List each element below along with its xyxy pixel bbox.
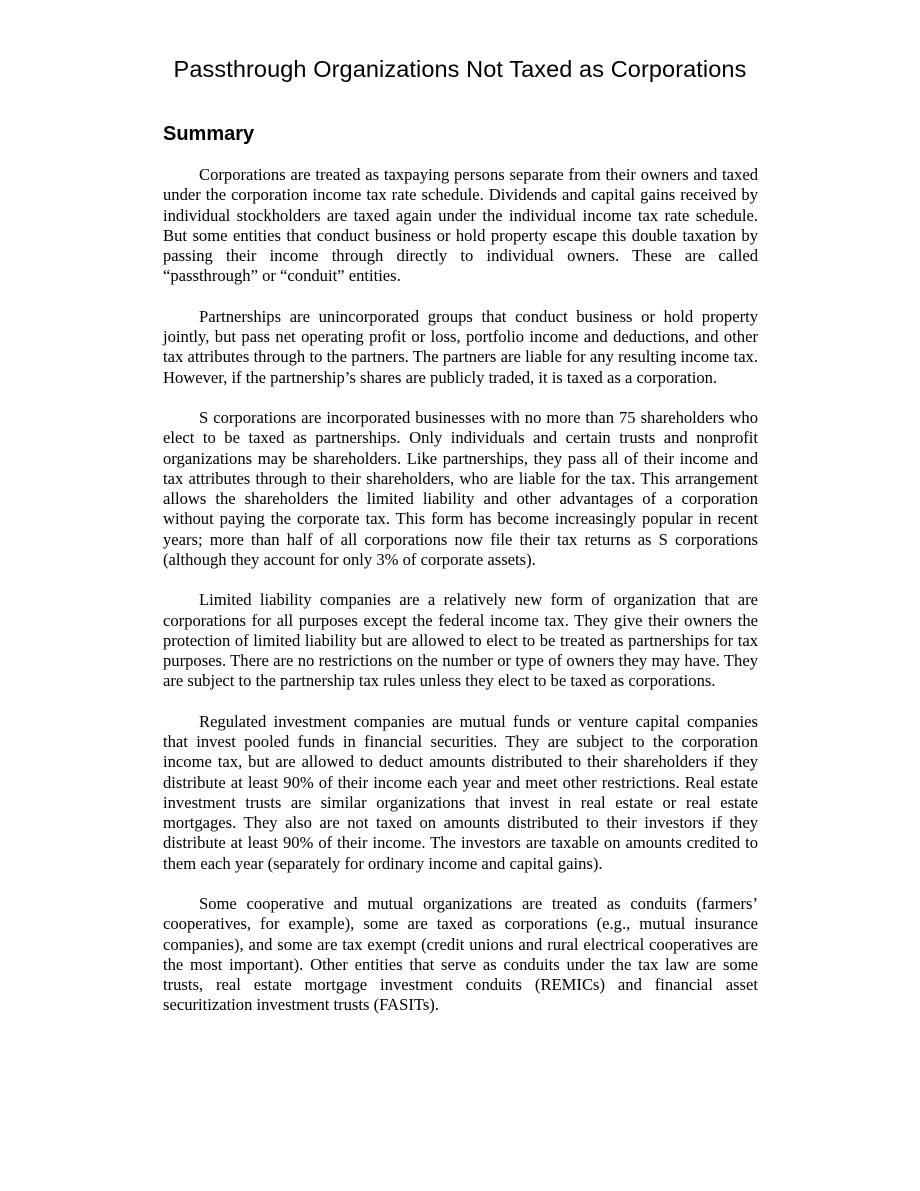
section-heading-summary: Summary — [163, 123, 255, 145]
paragraph-s-corporations: S corporations are incorporated businesses with no more than 75 shareholders who elect to be taxed as partnerships. Only individuals and certain trusts and nonprofit organizations may be shareholders. Like partnerships, they pass all of their income and tax attributes through to their shareholders, who are liable for the tax. This arrangement allows the shareholders the limited liability and other advantages of a corporation without paying the corporate tax. This form has become increasingly popular in recent years; more than half of all corporations now file their tax returns as S corporations (although they account for only 3% of corporate assets). — [163, 408, 758, 569]
paragraph-cooperatives: Some cooperative and mutual organizations are treated as conduits (farmers’ cooperatives, for example), some are taxed as corporations (e.g., mutual insurance companies), and some are tax exempt (credit unions and rural electrical cooperatives are the most important). Other entities that serve as conduits under the tax law are some trusts, real estate mortgage investment conduits (REMICs) and financial asset securitization investment trusts (FASITs). — [163, 894, 758, 1015]
paragraph-corporations: Corporations are treated as taxpaying persons separate from their owners and taxed under the corporation income tax rate schedule. Dividends and capital gains received by individual stockholders are taxed again under the individual income tax rate schedule. But some entities that conduct business or hold property escape this double taxation by passing their income through directly to individual owners. These are called “passthrough” or “conduit” entities. — [163, 165, 758, 286]
paragraph-llcs: Limited liability companies are a relatively new form of organization that are corporations for all purposes except the federal income tax. They give their owners the protection of limited liability but are allowed to elect to be treated as partnerships for tax purposes. There are no restrictions on the number or type of owners they may have. They are subject to the partnership tax rules unless they elect to be taxed as corporations. — [163, 590, 758, 691]
document-title: Passthrough Organizations Not Taxed as Corporations — [173, 56, 747, 82]
summary-body — [163, 165, 758, 1016]
paragraph-regulated-investment-companies: Regulated investment companies are mutual funds or venture capital companies that invest pooled funds in financial securities. They are subject to the corporation income tax, but are allowed to deduct amounts distributed to their shareholders if they distribute at least 90% of their income each year and meet other restrictions. Real estate investment trusts are similar organizations that invest in real estate or real estate mortgages. They also are not taxed on amounts distributed to their investors if they distribute at least 90% of their income. The investors are taxable on amounts credited to them each year (separately for ordinary income and capital gains). — [163, 711, 758, 873]
paragraph-partnerships: Partnerships are unincorporated groups that conduct business or hold property jointly, but pass net operating profit or loss, portfolio income and deductions, and other tax attributes through to the partners. The partners are liable for any resulting income tax. However, if the partnership’s shares are publicly traded, it is taxed as a corporation. — [163, 306, 758, 387]
